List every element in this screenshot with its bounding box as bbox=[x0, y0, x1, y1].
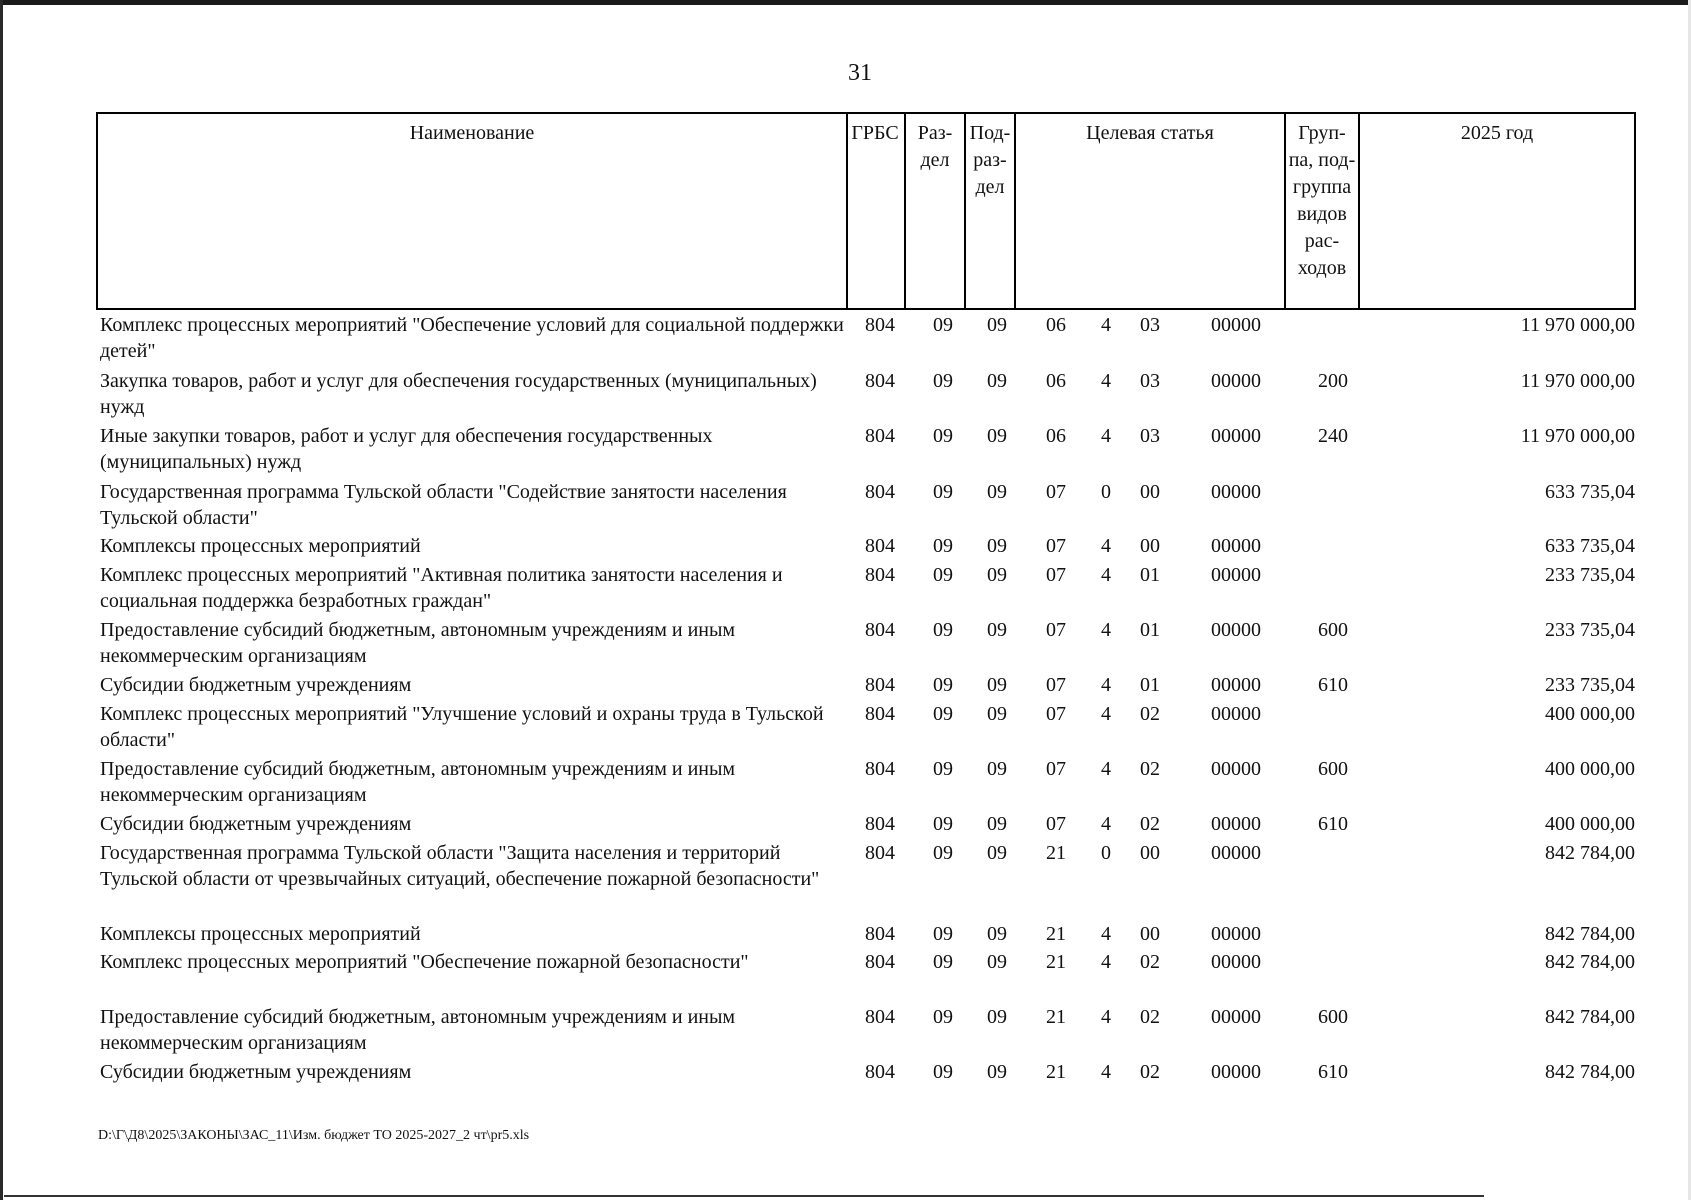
row-grbs: 804 bbox=[865, 314, 895, 336]
header-grbs: ГРБС bbox=[851, 122, 899, 144]
row-target-code: 00000 bbox=[1211, 758, 1261, 780]
row-target-type: 4 bbox=[1101, 1061, 1111, 1083]
row-target-code: 00000 bbox=[1211, 535, 1261, 557]
header-gruppa: Груп- па, под- группа видов рас- ходов bbox=[1288, 122, 1356, 279]
row-amount: 842 784,00 bbox=[1545, 1006, 1635, 1028]
row-target-program: 07 bbox=[1046, 813, 1066, 835]
row-name: Субсидии бюджетным учреждениям bbox=[100, 1061, 412, 1083]
row-target-code: 00000 bbox=[1211, 813, 1261, 835]
row-amount: 633 735,04 bbox=[1545, 535, 1635, 557]
row-podrazdel: 09 bbox=[987, 923, 1007, 945]
row-target-type: 0 bbox=[1101, 481, 1111, 503]
row-amount: 400 000,00 bbox=[1545, 758, 1635, 780]
row-podrazdel: 09 bbox=[987, 1006, 1007, 1028]
row-target-program: 06 bbox=[1046, 314, 1066, 336]
row-podrazdel: 09 bbox=[987, 813, 1007, 835]
row-target-program: 21 bbox=[1046, 923, 1066, 945]
row-target-type: 4 bbox=[1101, 1006, 1111, 1028]
row-grbs: 804 bbox=[865, 481, 895, 503]
row-name: Комплекс процессных мероприятий "Активная политика занятости населения и социальная поддержка безработных граждан" bbox=[100, 564, 783, 612]
header-gruppa-cell bbox=[1286, 112, 1360, 310]
row-razdel: 09 bbox=[933, 535, 953, 557]
row-podrazdel: 09 bbox=[987, 703, 1007, 725]
row-razdel: 09 bbox=[933, 923, 953, 945]
row-podrazdel: 09 bbox=[987, 370, 1007, 392]
row-razdel: 09 bbox=[933, 842, 953, 864]
row-name: Государственная программа Тульской области "Защита населения и территорий Тульской области от чрезвычайных ситуаций, обеспечение пожарной безопасности" bbox=[100, 842, 820, 890]
row-razdel: 09 bbox=[933, 314, 953, 336]
header-podrazdel: Под- раз- дел bbox=[969, 122, 1011, 198]
row-target-program: 06 bbox=[1046, 425, 1066, 447]
row-razdel: 09 bbox=[933, 674, 953, 696]
row-grbs: 804 bbox=[865, 619, 895, 641]
header-name: Наименование bbox=[409, 122, 535, 144]
row-name: Предоставление субсидий бюджетным, автономным учреждениям и иным некоммерческим организациям bbox=[100, 1006, 736, 1054]
row-target-subprogram: 01 bbox=[1140, 619, 1160, 641]
row-podrazdel: 09 bbox=[987, 619, 1007, 641]
row-target-subprogram: 01 bbox=[1140, 564, 1160, 586]
header-podrazdel-cell bbox=[966, 112, 1016, 310]
row-target-type: 4 bbox=[1101, 951, 1111, 973]
row-amount: 400 000,00 bbox=[1545, 813, 1635, 835]
row-expense-group: 200 bbox=[1318, 370, 1348, 392]
row-target-type: 4 bbox=[1101, 564, 1111, 586]
header-grbs-cell bbox=[846, 112, 906, 310]
row-name: Субсидии бюджетным учреждениям bbox=[100, 674, 412, 696]
row-name: Закупка товаров, работ и услуг для обеспечения государственных (муниципальных) нужд bbox=[100, 370, 817, 418]
row-target-type: 4 bbox=[1101, 535, 1111, 557]
row-name: Иные закупки товаров, работ и услуг для обеспечения государственных (муниципальных) нужд bbox=[100, 425, 713, 473]
row-target-subprogram: 02 bbox=[1140, 813, 1160, 835]
row-podrazdel: 09 bbox=[987, 564, 1007, 586]
row-target-subprogram: 02 bbox=[1140, 1061, 1160, 1083]
row-expense-group: 610 bbox=[1318, 1061, 1348, 1083]
row-target-program: 21 bbox=[1046, 951, 1066, 973]
row-podrazdel: 09 bbox=[987, 951, 1007, 973]
row-target-code: 00000 bbox=[1211, 1061, 1261, 1083]
row-target-subprogram: 00 bbox=[1140, 535, 1160, 557]
row-grbs: 804 bbox=[865, 703, 895, 725]
row-target-subprogram: 01 bbox=[1140, 674, 1160, 696]
row-target-code: 00000 bbox=[1211, 370, 1261, 392]
row-razdel: 09 bbox=[933, 758, 953, 780]
row-amount: 11 970 000,00 bbox=[1520, 370, 1635, 392]
row-podrazdel: 09 bbox=[987, 425, 1007, 447]
row-target-subprogram: 02 bbox=[1140, 703, 1160, 725]
row-target-subprogram: 00 bbox=[1140, 842, 1160, 864]
row-target-subprogram: 02 bbox=[1140, 1006, 1160, 1028]
row-target-type: 4 bbox=[1101, 314, 1111, 336]
row-target-program: 07 bbox=[1046, 564, 1066, 586]
file-path: D:\Г\Д8\2025\ЗАКОНЫ\ЗАС_11\Изм. бюджет ТО 2025-2027_2 чт\pr5.xls bbox=[98, 1128, 530, 1143]
row-target-program: 07 bbox=[1046, 674, 1066, 696]
row-name: Комплекс процессных мероприятий "Обеспечение условий для социальной поддержки детей" bbox=[100, 314, 844, 362]
row-amount: 633 735,04 bbox=[1545, 481, 1635, 503]
row-target-type: 0 bbox=[1101, 842, 1111, 864]
table-header bbox=[96, 112, 1638, 310]
row-name: Комплексы процессных мероприятий bbox=[100, 923, 421, 945]
row-grbs: 804 bbox=[865, 535, 895, 557]
row-expense-group: 600 bbox=[1318, 1006, 1348, 1028]
row-target-program: 07 bbox=[1046, 619, 1066, 641]
row-razdel: 09 bbox=[933, 1061, 953, 1083]
row-amount: 233 735,04 bbox=[1545, 564, 1635, 586]
header-celevaya-cell bbox=[1016, 112, 1286, 310]
row-razdel: 09 bbox=[933, 951, 953, 973]
row-razdel: 09 bbox=[933, 703, 953, 725]
row-expense-group: 240 bbox=[1318, 425, 1348, 447]
scan-edge-bottom bbox=[4, 1195, 1484, 1197]
row-expense-group: 600 bbox=[1318, 619, 1348, 641]
row-amount: 233 735,04 bbox=[1545, 619, 1635, 641]
row-target-subprogram: 03 bbox=[1140, 314, 1160, 336]
row-target-type: 4 bbox=[1101, 425, 1111, 447]
row-target-subprogram: 00 bbox=[1140, 923, 1160, 945]
row-grbs: 804 bbox=[865, 564, 895, 586]
row-amount: 842 784,00 bbox=[1545, 842, 1635, 864]
row-podrazdel: 09 bbox=[987, 1061, 1007, 1083]
header-year-cell bbox=[1360, 112, 1636, 310]
row-target-type: 4 bbox=[1101, 619, 1111, 641]
row-amount: 11 970 000,00 bbox=[1520, 314, 1635, 336]
row-target-type: 4 bbox=[1101, 674, 1111, 696]
row-grbs: 804 bbox=[865, 674, 895, 696]
row-grbs: 804 bbox=[865, 813, 895, 835]
row-grbs: 804 bbox=[865, 370, 895, 392]
row-razdel: 09 bbox=[933, 1006, 953, 1028]
row-target-code: 00000 bbox=[1211, 314, 1261, 336]
row-target-subprogram: 02 bbox=[1140, 758, 1160, 780]
row-grbs: 804 bbox=[865, 951, 895, 973]
row-name: Субсидии бюджетным учреждениям bbox=[100, 813, 412, 835]
row-razdel: 09 bbox=[933, 813, 953, 835]
row-target-program: 21 bbox=[1046, 1006, 1066, 1028]
row-target-program: 06 bbox=[1046, 370, 1066, 392]
row-podrazdel: 09 bbox=[987, 314, 1007, 336]
row-target-program: 07 bbox=[1046, 481, 1066, 503]
row-razdel: 09 bbox=[933, 564, 953, 586]
row-target-code: 00000 bbox=[1211, 1006, 1261, 1028]
row-grbs: 804 bbox=[865, 1061, 895, 1083]
row-expense-group: 610 bbox=[1318, 674, 1348, 696]
row-target-program: 07 bbox=[1046, 758, 1066, 780]
row-name: Комплекс процессных мероприятий "Обеспечение пожарной безопасности" bbox=[100, 951, 749, 973]
row-amount: 842 784,00 bbox=[1545, 951, 1635, 973]
row-grbs: 804 bbox=[865, 923, 895, 945]
row-podrazdel: 09 bbox=[987, 674, 1007, 696]
row-target-type: 4 bbox=[1101, 703, 1111, 725]
header-razdel: Раз- дел bbox=[917, 122, 953, 171]
row-target-type: 4 bbox=[1101, 813, 1111, 835]
row-amount: 11 970 000,00 bbox=[1520, 425, 1635, 447]
row-target-subprogram: 00 bbox=[1140, 481, 1160, 503]
header-year: 2025 год bbox=[1460, 122, 1534, 144]
row-target-program: 21 bbox=[1046, 842, 1066, 864]
row-grbs: 804 bbox=[865, 842, 895, 864]
row-target-code: 00000 bbox=[1211, 564, 1261, 586]
row-target-program: 21 bbox=[1046, 1061, 1066, 1083]
row-razdel: 09 bbox=[933, 619, 953, 641]
row-expense-group: 600 bbox=[1318, 758, 1348, 780]
row-target-program: 07 bbox=[1046, 703, 1066, 725]
header-celevaya: Целевая статья bbox=[1086, 122, 1214, 144]
row-name: Государственная программа Тульской области "Содействие занятости населения Тульской области" bbox=[100, 481, 787, 529]
header-razdel-cell bbox=[906, 112, 966, 310]
header-name-cell bbox=[96, 112, 848, 310]
row-razdel: 09 bbox=[933, 481, 953, 503]
row-target-type: 4 bbox=[1101, 758, 1111, 780]
row-name: Комплексы процессных мероприятий bbox=[100, 535, 421, 557]
row-amount: 233 735,04 bbox=[1545, 674, 1635, 696]
row-name: Предоставление субсидий бюджетным, автономным учреждениям и иным некоммерческим организациям bbox=[100, 758, 736, 806]
row-podrazdel: 09 bbox=[987, 758, 1007, 780]
row-amount: 842 784,00 bbox=[1545, 923, 1635, 945]
row-target-code: 00000 bbox=[1211, 674, 1261, 696]
row-target-subprogram: 02 bbox=[1140, 951, 1160, 973]
row-target-subprogram: 03 bbox=[1140, 370, 1160, 392]
scan-edge-top bbox=[0, 0, 1691, 5]
row-grbs: 804 bbox=[865, 425, 895, 447]
row-target-code: 00000 bbox=[1211, 923, 1261, 945]
row-grbs: 804 bbox=[865, 1006, 895, 1028]
row-target-code: 00000 bbox=[1211, 842, 1261, 864]
row-target-code: 00000 bbox=[1211, 425, 1261, 447]
row-target-program: 07 bbox=[1046, 535, 1066, 557]
row-razdel: 09 bbox=[933, 370, 953, 392]
row-name: Предоставление субсидий бюджетным, автономным учреждениям и иным некоммерческим организациям bbox=[100, 619, 736, 667]
row-amount: 400 000,00 bbox=[1545, 703, 1635, 725]
row-target-code: 00000 bbox=[1211, 619, 1261, 641]
row-razdel: 09 bbox=[933, 425, 953, 447]
row-amount: 842 784,00 bbox=[1545, 1061, 1635, 1083]
row-target-code: 00000 bbox=[1211, 951, 1261, 973]
row-target-subprogram: 03 bbox=[1140, 425, 1160, 447]
row-podrazdel: 09 bbox=[987, 842, 1007, 864]
row-target-code: 00000 bbox=[1211, 703, 1261, 725]
row-podrazdel: 09 bbox=[987, 481, 1007, 503]
scan-edge-left bbox=[0, 0, 3, 1200]
row-grbs: 804 bbox=[865, 758, 895, 780]
row-podrazdel: 09 bbox=[987, 535, 1007, 557]
row-expense-group: 610 bbox=[1318, 813, 1348, 835]
row-target-code: 00000 bbox=[1211, 481, 1261, 503]
page-number: 31 bbox=[848, 60, 872, 86]
row-name: Комплекс процессных мероприятий "Улучшение условий и охраны труда в Тульской области" bbox=[100, 703, 824, 751]
row-target-type: 4 bbox=[1101, 370, 1111, 392]
row-target-type: 4 bbox=[1101, 923, 1111, 945]
